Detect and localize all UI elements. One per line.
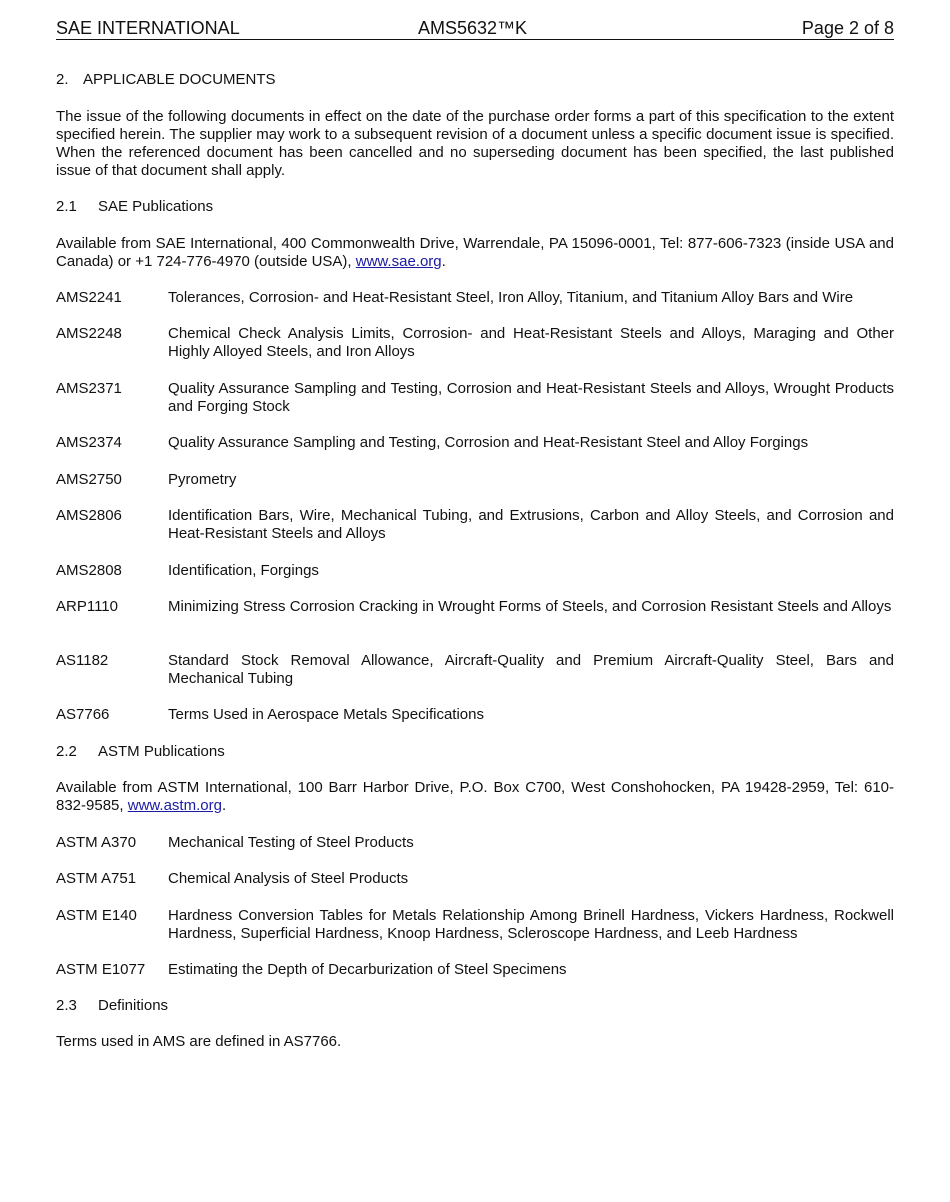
reference-code: AMS2248 xyxy=(56,325,122,342)
subsection-title: Definitions xyxy=(98,997,169,1014)
reference-title: Standard Stock Removal Allowance, Aircraft-Quality and Premium Aircraft-Quality Steel, Bars and Mechanical Tubing xyxy=(168,652,894,687)
sae-availability-paragraph: Available from SAE International, 400 Commonwealth Drive, Warrendale, PA 15096-0001, Tel: 877-606-7323 (inside USA and Canada) or +1 724-776-4970 (outside USA), www.sae.org. xyxy=(56,235,894,270)
reference-code: AMS2241 xyxy=(56,289,122,306)
astm-website-link[interactable]: www.astm.org xyxy=(127,797,222,814)
reference-code: ASTM A751 xyxy=(56,870,137,887)
reference-code: ARP1110 xyxy=(56,598,118,615)
reference-code: AMS2808 xyxy=(56,562,122,579)
subsection-number: 2.1 xyxy=(56,198,77,215)
reference-code: AMS2806 xyxy=(56,507,122,524)
page-header xyxy=(56,17,894,40)
reference-code: ASTM A370 xyxy=(56,834,137,851)
reference-title: Mechanical Testing of Steel Products xyxy=(168,834,414,851)
reference-title: Tolerances, Corrosion- and Heat-Resistant Steel, Iron Alloy, Titanium, and Titanium Alloy Bars and Wire xyxy=(168,289,854,306)
reference-code: ASTM E1077 xyxy=(56,961,146,978)
header-doc-id: AMS5632™K xyxy=(418,18,528,38)
section-number: 2. xyxy=(56,71,69,88)
subsection-title: SAE Publications xyxy=(98,198,214,215)
reference-title: Chemical Check Analysis Limits, Corrosion- and Heat-Resistant Steels and Alloys, Maraging and Other Highly Alloyed Steels, and Iron Alloys xyxy=(168,325,894,360)
subsection-heading-astm xyxy=(56,743,894,761)
sae-website-link[interactable]: www.sae.org xyxy=(355,253,442,270)
reference-code: AMS2374 xyxy=(56,434,122,451)
reference-title: Identification, Forgings xyxy=(168,562,319,579)
section-intro-paragraph: The issue of the following documents in effect on the date of the purchase order forms a part of this specification to the extent specified herein. The supplier may work to a subsequent revision of a document unless a specific document issue is specified. When the referenced document has been cancelled and no superseding document has been specified, the last published issue of that document shall apply. xyxy=(56,108,894,179)
reference-title: Quality Assurance Sampling and Testing, Corrosion and Heat-Resistant Steels and Alloys, Wrought Products and Forging Stock xyxy=(168,380,894,415)
astm-availability-paragraph: Available from ASTM International, 100 Barr Harbor Drive, P.O. Box C700, West Conshohocken, PA 19428-2959, Tel: 610-832-9585, www.astm.org. xyxy=(56,779,894,814)
subsection-number: 2.3 xyxy=(56,997,77,1014)
reference-title: Pyrometry xyxy=(168,471,237,488)
subsection-heading-definitions xyxy=(56,997,894,1015)
reference-code: ASTM E140 xyxy=(56,907,137,924)
header-page-number: Page 2 of 8 xyxy=(801,18,894,38)
reference-title: Identification Bars, Wire, Mechanical Tubing, and Extrusions, Carbon and Alloy Steels, and Corrosion and Heat-Resistant Steels and Alloys xyxy=(168,507,894,542)
reference-code: AS1182 xyxy=(56,652,109,669)
reference-title: Terms Used in Aerospace Metals Specifications xyxy=(168,706,484,723)
reference-title: Quality Assurance Sampling and Testing, Corrosion and Heat-Resistant Steel and Alloy Forgings xyxy=(168,434,809,451)
header-org: SAE INTERNATIONAL xyxy=(56,18,240,38)
subsection-heading-sae xyxy=(56,198,894,216)
subsection-number: 2.2 xyxy=(56,743,77,760)
reference-title: Estimating the Depth of Decarburization of Steel Specimens xyxy=(168,961,567,978)
subsection-title: ASTM Publications xyxy=(98,743,225,760)
reference-code: AS7766 xyxy=(56,706,110,723)
reference-code: AMS2371 xyxy=(56,380,122,397)
section-heading-applicable-documents xyxy=(56,71,894,89)
astm-availability-text: Available from ASTM International, 100 Barr Harbor Drive, P.O. Box C700, West Conshohocken, PA 19428-2959, Tel: 610-832-9585, xyxy=(56,779,894,814)
reference-title: Minimizing Stress Corrosion Cracking in Wrought Forms of Steels, and Corrosion Resistant Steels and Alloys xyxy=(168,598,892,615)
sae-availability-text: Available from SAE International, 400 Commonwealth Drive, Warrendale, PA 15096-0001, Tel: 877-606-7323 (inside USA and Canada) or +1 724-776-4970 (outside USA), xyxy=(56,235,894,270)
definitions-paragraph: Terms used in AMS are defined in AS7766. xyxy=(56,1033,342,1050)
section-title: APPLICABLE DOCUMENTS xyxy=(83,71,276,88)
reference-code: AMS2750 xyxy=(56,471,122,488)
reference-title: Hardness Conversion Tables for Metals Relationship Among Brinell Hardness, Vickers Hardness, Rockwell Hardness, Superficial Hardness, Knoop Hardness, Scleroscope Hardness, and Leeb Hardness xyxy=(168,907,894,942)
reference-title: Chemical Analysis of Steel Products xyxy=(168,870,409,887)
